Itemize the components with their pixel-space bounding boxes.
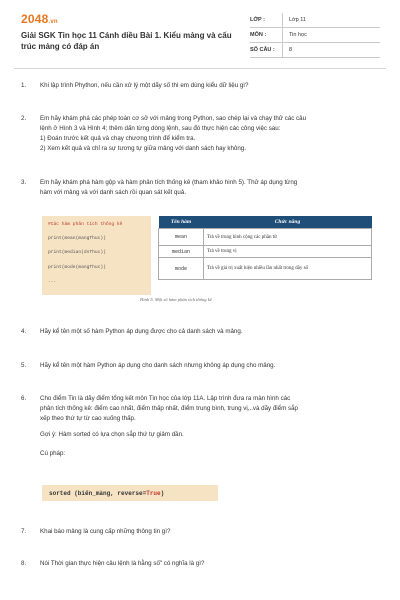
function-table (158, 216, 372, 280)
meta-value: 8 (282, 43, 380, 57)
question-text: Hãy kể tên một hàm Python áp dụng cho danh sách nhưng không áp dụng cho mảng. (40, 362, 276, 369)
logo-main: 2048 (21, 12, 49, 26)
table-header-row (159, 216, 372, 229)
code-example-box (42, 216, 151, 295)
meta-row-subject (250, 28, 380, 43)
question-text: Khai báo mảng là cung cấp những thông tin gì? (40, 528, 171, 535)
syntax-fn: sorted (49, 489, 71, 497)
question-line: xếp theo thứ tự từ cao xuống thấp. (40, 415, 136, 422)
question-line: 2) Xem kết quả và chỉ ra sự tương tự giữa mảng với danh sách hay không. (40, 145, 246, 152)
question-number: 4. (21, 328, 27, 335)
question-number: 7. (21, 528, 27, 535)
question-line: Em hãy khám phá các phép toán cơ sở với mảng trong Python, sao chép lại và chạy thử các câu (40, 115, 307, 122)
code-line: ... (48, 279, 57, 284)
question-text: Nói Thời gian thực hiện câu lệnh là hằng số" có nghĩa là gì? (40, 560, 205, 567)
table-row (159, 258, 372, 280)
meta-value: Lớp 11 (282, 13, 380, 27)
function-name: mean (159, 229, 204, 246)
question-number: 8. (21, 560, 27, 567)
question-line: Em hãy khám phá hàm gộp và hàm phân tích thống kê (tham khảo hình 5). Thử áp dụng từng (40, 179, 298, 186)
question-7 (21, 527, 381, 537)
function-desc: Trả về trung bình cộng các phần tử (204, 229, 372, 246)
meta-row-class (250, 13, 380, 28)
meta-row-count (250, 43, 380, 58)
figure-caption: Hình 5. Một số hàm phân tích thống kê (140, 297, 212, 302)
meta-table (250, 13, 380, 58)
syntax-close: ) (160, 489, 165, 497)
header-divider (14, 68, 386, 69)
function-desc: Trả về trung vị (204, 246, 372, 258)
question-number: 2. (21, 115, 27, 122)
syntax-label: Cú pháp: (40, 450, 66, 457)
question-8 (21, 559, 381, 569)
question-hint: Gợi ý: Hàm sorted có lựa chọn sắp thứ tự giảm dần. (40, 431, 184, 438)
question-line: hàm với mảng và với danh sách rồi quan sát kết quả. (40, 189, 187, 196)
question-1 (21, 81, 381, 91)
function-name: mode (159, 258, 204, 280)
question-text: Hãy kể tên một số hàm Python áp dụng được cho cả danh sách và mảng. (40, 328, 243, 335)
function-desc: Trả về giá trị xuất hiện nhiều lần nhất trong dãy số (204, 258, 372, 280)
question-5 (21, 361, 381, 371)
meta-key: MÔN : (250, 32, 267, 38)
table-row (159, 246, 372, 258)
syntax-code (49, 490, 164, 497)
syntax-keyword: True (146, 489, 161, 497)
table-header: Tên hàm (159, 216, 204, 229)
question-6 (21, 394, 381, 459)
syntax-code-box (42, 485, 218, 501)
syntax-args: (biến_mảng, reverse= (70, 489, 147, 497)
site-logo[interactable] (21, 12, 58, 26)
meta-value: Tin học (282, 28, 380, 42)
table-row (159, 229, 372, 246)
question-4 (21, 327, 381, 337)
question-line: phân tích thống kê: điểm cao nhất, điểm thấp nhất, điểm trung bình, trung vị,..và dãy điểm sắp (40, 405, 298, 412)
function-name: median (159, 246, 204, 258)
code-line: print(mode(mangThuc)) (48, 265, 106, 270)
logo-suffix: .vn (48, 19, 58, 25)
question-number: 5. (21, 362, 27, 369)
code-line: print(median(dsThuc)) (48, 250, 106, 255)
code-line: print(mean(mangThuc)) (48, 236, 106, 241)
question-text: Khi lập trình Phython, nếu cần xử lý một dãy số thì em dùng kiểu dữ liệu gì? (40, 82, 249, 89)
question-number: 6. (21, 395, 27, 402)
table-header: Chức năng (204, 216, 372, 229)
page-title: Giải SGK Tin học 11 Cánh diều Bài 1. Kiểu mảng và cấu trúc mảng có đáp án (21, 31, 232, 51)
code-line: #Các hàm phân tích thống kê (48, 222, 123, 227)
question-line: Cho điểm Tin là dãy điểm tổng kết môn Tin học của lớp 11A. Lập trình đưa ra màn hình các (40, 395, 291, 402)
question-number: 3. (21, 179, 27, 186)
question-number: 1. (21, 82, 27, 89)
question-line: 1) Đoán trước kết quả và chạy chương trình để kiểm tra. (40, 135, 196, 142)
meta-key: SỐ CÂU : (250, 47, 275, 53)
question-3 (21, 178, 381, 198)
question-2 (21, 114, 381, 154)
meta-key: LỚP : (250, 17, 265, 23)
question-line: lệnh ở Hình 3 và Hình 4; thêm dấn từng dòng lệnh, sau đó thực hiện các công việc sau: (40, 125, 281, 132)
